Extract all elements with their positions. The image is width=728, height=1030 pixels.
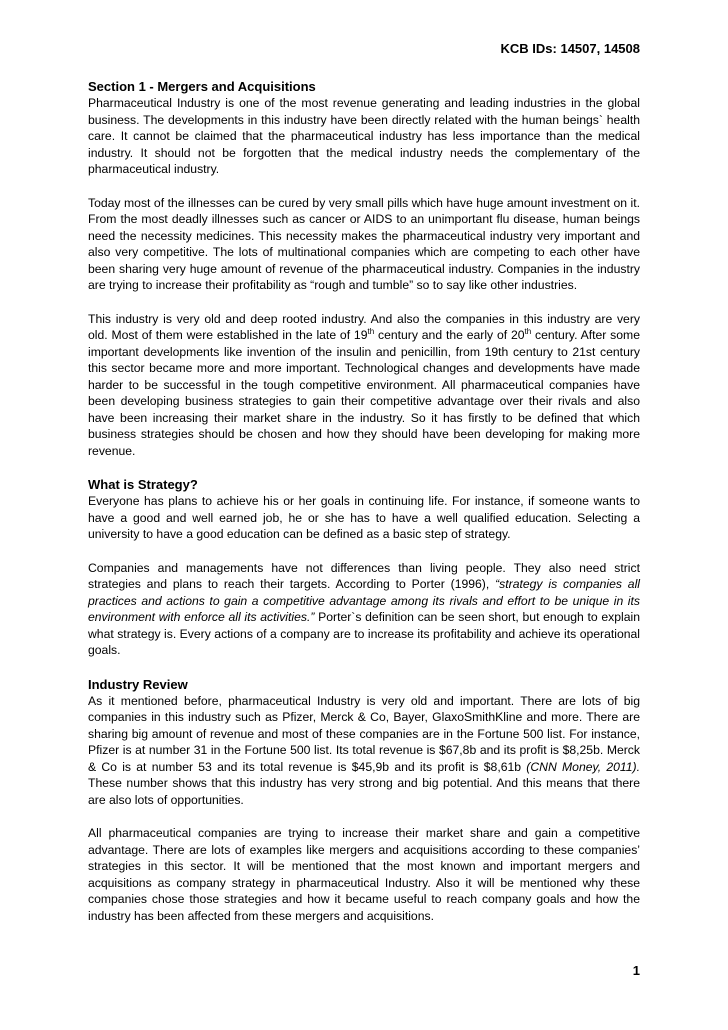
- section1-paragraph-3: [88, 311, 640, 460]
- strategy-paragraph-2: [88, 560, 640, 659]
- strategy-paragraph-1: Everyone has plans to achieve his or her goals in continuing life. For instance, if someone wants to have a good and well earned job, he or she has to have a well qualified education. Selecting a university to have a good education can be defined as a basic step of strategy.: [88, 494, 640, 541]
- section1-title: Section 1 - Mergers and Acquisitions: [88, 79, 316, 94]
- kcb-ids-header: KCB IDs: 14507, 14508: [500, 41, 640, 56]
- industry-p1-text-b: These number shows that this industry has very strong and big potential. And this means that there are also lots of opportunities.: [88, 776, 640, 807]
- p3-text-c: century. After some important developments like invention of the insulin and penicillin, from 19th century to 21st century this sector became more and more important. Technological changes and developments have made harder to be successful in the tough competitive environment. All pharmaceutical companies have been developing business strategies to gain their competitive advantage over their rivals and also have been increasing their market share in the industry. So it has firstly to be defined that which business strategies should be chosen and how they should have been developing for making more revenue.: [88, 328, 640, 458]
- page-number: 1: [632, 963, 640, 978]
- cnn-citation: (CNN Money, 2011).: [526, 759, 640, 774]
- document-body: [88, 78, 640, 924]
- industry-paragraph-2: All pharmaceutical companies are trying to increase their market share and gain a competitive advantage. There are lots of examples like mergers and acquisitions according to these companies’ strategies in this sector. It will be mentioned that the most known and important mergers and acquisitions as company strategy in pharmaceutical Industry. Also it will be mentioned why these companies chose those strategies and how it became useful to reach company goals and how the industry has been affected from these mergers and acquisitions.: [88, 826, 640, 923]
- strategy-title: What is Strategy?: [88, 477, 198, 492]
- p3-superscript-1: th: [367, 326, 375, 336]
- industry-title: Industry Review: [88, 676, 188, 692]
- strategy-p2-text-a: Companies and managements have not differences than living people. They also need strict strategies and plans to reach their targets. According to Porter (1996),: [88, 560, 640, 591]
- p3-superscript-2: th: [524, 326, 532, 336]
- p3-text-b: century and the early of 20: [374, 328, 525, 342]
- section1-paragraph-1: Pharmaceutical Industry is one of the most revenue generating and leading industries in the global business. The developments in this industry have been directly related with the human beings` health care. It cannot be claimed that the pharmaceutical industry has less importance than the medical industry. It should not be forgotten that the medical industry needs the complementary of the pharmaceutical industry.: [88, 96, 640, 176]
- section1-paragraph-2: Today most of the illnesses can be cured by very small pills which have huge amount investment on it. From the most deadly illnesses such as cancer or AIDS to an unimportant flu disease, human beings need the necessity medicines. This necessity makes the pharmaceutical industry very important and also very competitive. The lots of multinational companies which are competing to each other have been sharing very huge amount of revenue of the pharmaceutical industry. Companies in the industry are trying to increase their profitability as “rough and tumble” so to say like other industries.: [88, 195, 640, 292]
- p3-text-a: This industry is very old and deep rooted industry. And also the companies in this industry are very old. Most of them were established in the late of 19: [88, 311, 640, 342]
- strategy-p2-text-b: Porter`s definition can be seen short, but enough to explain what strategy is. Every actions of a company are to increase its profitability and achieve its operational goals.: [88, 610, 640, 657]
- industry-p1-text-a: As it mentioned before, pharmaceutical Industry is very old and important. There are lots of big companies in this industry such as Pfizer, Merck & Co, Bayer, GlaxoSmithKline and more. There are sharing big amount of revenue and most of these companies are in the Fortune 500 list. For instance, Pfizer is at number 31 in the Fortune 500 list. Its total revenue is $67,8b and its profit is $8,25b. Merck & Co is at number 53 and its total revenue is $45,9b and its profit is $8,61b: [88, 693, 640, 774]
- industry-paragraph-1: [88, 693, 640, 809]
- porter-quote: “strategy is companies all practices and actions to gain a competitive advantage among its rivals and effort to be unique in its environment with enforce all its activities.”: [88, 577, 640, 624]
